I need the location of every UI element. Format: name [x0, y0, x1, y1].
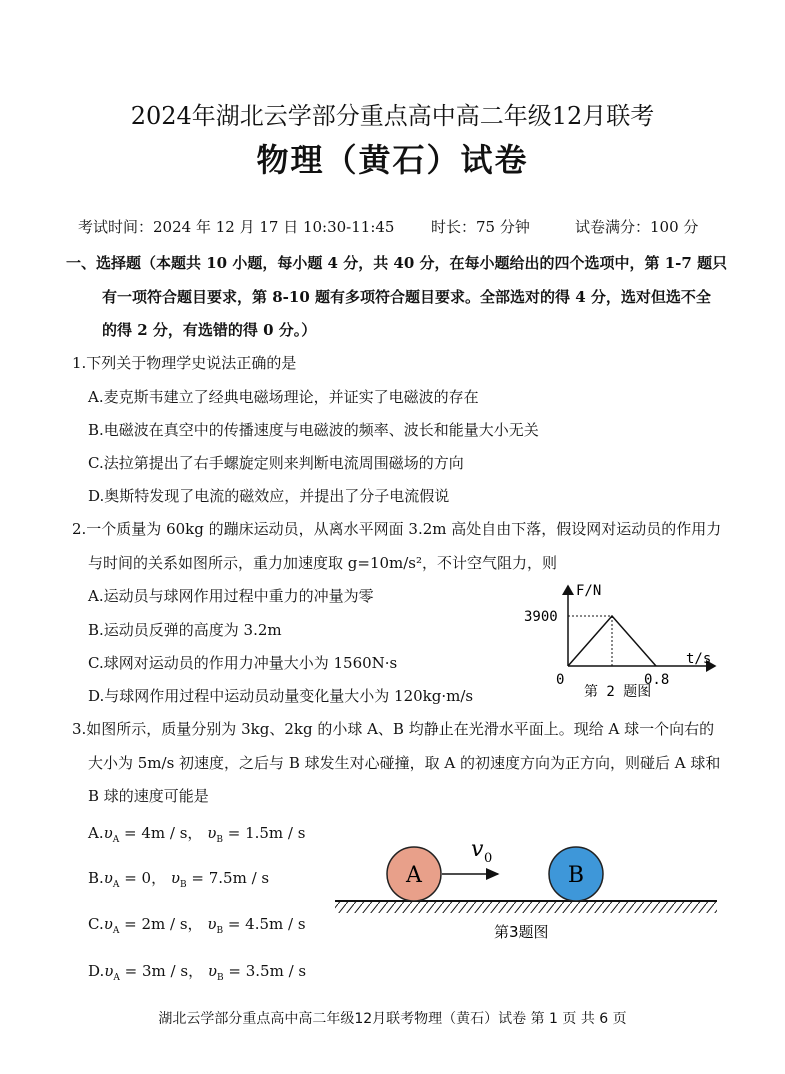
question-1-option-d: D.奥斯特发现了电流的磁效应，并提出了分子电流假说 [88, 487, 450, 505]
ball-b-label: B [567, 863, 585, 888]
ground-hatching [335, 901, 717, 913]
section-instructions-line-1: 一、选择题（本题共 10 小题，每小题 4 分，共 40 分，在每小题给出的四个选项中，第 1-7 题只 [66, 254, 728, 272]
collision-figure [330, 834, 725, 946]
exam-title: 2024年湖北云学部分重点高中高二年级12月联考 [130, 102, 655, 130]
force-time-chart [510, 578, 725, 706]
ball-a-label: A [406, 863, 422, 888]
question-2-option-b: B.运动员反弹的高度为 3.2m [88, 621, 282, 639]
question-3-figure-caption: 第3题图 [494, 923, 549, 941]
question-1-option-a: A.麦克斯韦建立了经典电磁场理论，并证实了电磁波的存在 [88, 388, 479, 406]
section-instructions-line-2: 有一项符合题目要求，第 8-10 题有多项符合题目要求。全部选对的得 4 分，选对但选不全 [102, 288, 711, 306]
question-2-figure-caption: 第 2 题图 [584, 684, 652, 700]
question-2-stem-line-2: 与时间的关系如图所示，重力加速度取 g=10m/s²，不计空气阻力，则 [88, 554, 558, 572]
question-2-option-a: A.运动员与球网作用过程中重力的冲量为零 [88, 587, 374, 605]
question-3-stem-line-2: 大小为 5m/s 初速度，之后与 B 球发生对心碰撞，取 A 的初速度方向为正方向，则碰后 A 球和 [88, 754, 721, 772]
velocity-label: v [471, 837, 484, 862]
exam-duration: 时长：75 分钟 [431, 218, 530, 236]
question-3-option-b: $B.\upsilon_A = 0$， $\upsilon_B = 7.5m / s$ [88, 869, 270, 890]
question-3-stem-line-1: 3.如图所示，质量分别为 3kg、2kg 的小球 A、B 均静止在光滑水平面上。现给 A 球一个向右的 [72, 720, 715, 738]
question-3-stem-line-3: B 球的速度可能是 [88, 787, 209, 805]
question-1-stem: 1.下列关于物理学史说法正确的是 [72, 354, 297, 372]
chart-x-tick-end: 0.8 [644, 672, 670, 688]
question-3-option-a: $A.\upsilon_A = 4m / s$， $\upsilon_B = 1.5m / s$ [88, 824, 306, 845]
question-2-option-d: D.与球网作用过程中运动员动量变化量大小为 120kg·m/s [88, 687, 474, 705]
subject-title: 物理（黄石）试卷 [256, 141, 529, 179]
question-1-option-b: B.电磁波在真空中的传播速度与电磁波的频率、波长和能量大小无关 [88, 421, 539, 439]
velocity-subscript: 0 [484, 851, 493, 866]
chart-y-tick-peak: 3900 [524, 609, 558, 625]
exam-time: 考试时间：2024 年 12 月 17 日 10:30-11:45 [78, 218, 395, 236]
chart-x-label: t/s [686, 651, 712, 667]
chart-y-label: F/N [576, 583, 602, 599]
question-3-option-d: $D.\upsilon_A = 3m / s$， $\upsilon_B = 3.5m / s$ [88, 962, 307, 983]
page-footer: 湖北云学部分重点高中高二年级12月联考物理（黄石）试卷 第 1 页 共 6 页 [158, 1011, 627, 1027]
question-1-option-c: C.法拉第提出了右手螺旋定则来判断电流周围磁场的方向 [88, 454, 464, 472]
question-3-option-c: $C.\upsilon_A = 2m / s$， $\upsilon_B = 4.5m / s$ [88, 915, 306, 936]
section-instructions-line-3: 的得 2 分，有选错的得 0 分。） [102, 321, 317, 339]
exam-full-score: 试卷满分：100 分 [575, 218, 699, 236]
question-2-option-c: C.球网对运动员的作用力冲量大小为 1560N·s [88, 654, 398, 672]
question-2-stem-line-1: 2.一个质量为 60kg 的蹦床运动员，从离水平网面 3.2m 高处自由下落，假设网对运动员的作用力 [72, 520, 722, 538]
chart-origin-label: 0 [556, 672, 565, 688]
